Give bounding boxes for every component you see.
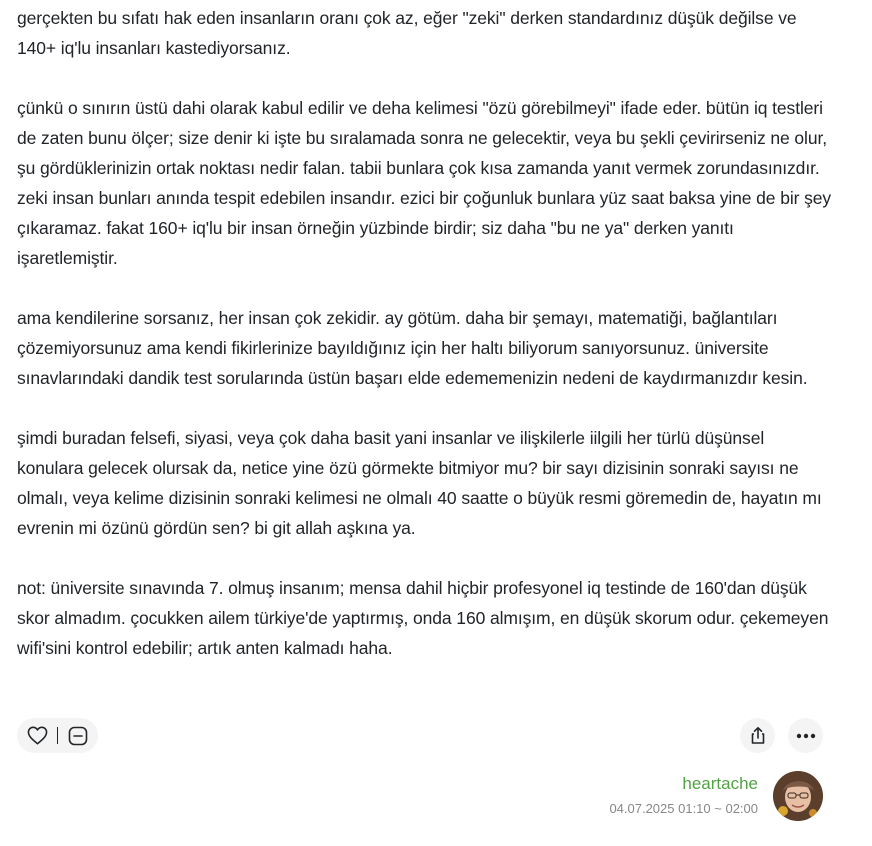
heart-icon bbox=[27, 726, 48, 745]
avatar-image bbox=[773, 771, 823, 821]
more-options-button[interactable] bbox=[788, 718, 823, 753]
entry-content bbox=[17, 3, 832, 663]
author-info bbox=[609, 773, 758, 817]
entry-paragraph: ama kendilerine sorsanız, her insan çok zekidir. ay götüm. daha bir şemayı, matematiği, bağlantıları çözemiyorsunuz ama kendi fikirlerinize bayıldığınız için her haltı biliyorum sanıyorsunuz. üniversite sınavlarındaki dandik test sorularında üstün başarı elde edememenizin nedeni de kaydırmanızdır kesin. bbox=[17, 308, 808, 388]
entry-date[interactable]: 04.07.2025 01:10 ~ 02:00 bbox=[609, 801, 758, 816]
more-dots-icon bbox=[796, 733, 816, 739]
dislike-button[interactable] bbox=[58, 718, 98, 753]
entry-paragraph: gerçekten bu sıfatı hak eden insanların oranı çok az, eğer "zeki" derken standardınız düşük değilse ve 140+ iq'lu insanları kastediyorsanız. bbox=[17, 8, 797, 58]
share-button[interactable] bbox=[740, 718, 775, 753]
entry-paragraph: şimdi buradan felsefi, siyasi, veya çok daha basit yani insanlar ve ilişkilerle iilgili her türlü düşünsel konulara gelecek olursak da, netice yine özü görmekte bitmiyor mu? bir sayı dizisinin sonraki sayısı ne olmalı, veya kelime dizisinin sonraki kelimesi ne olmalı 40 saatte o büyük resmi göremedin de, hayatın mı evrenin mi özünü gördün sen? bi git allah aşkına ya. bbox=[17, 428, 822, 538]
minus-icon bbox=[68, 726, 88, 746]
avatar[interactable] bbox=[773, 771, 823, 821]
author-link[interactable]: heartache bbox=[682, 774, 758, 793]
vote-group bbox=[17, 718, 98, 753]
like-button[interactable] bbox=[17, 718, 57, 753]
entry-paragraph: çünkü o sınırın üstü dahi olarak kabul edilir ve deha kelimesi "özü görebilmeyi" ifade eder. bütün iq testleri de zaten bunu ölçer; size denir ki işte bu sıralamada sonra ne gelecektir, veya bu şekli çevirirseniz ne olur, şu gördüklerinizin ortak noktası nedir falan. tabii bunlara çok kısa zamanda yanıt vermek zorundasınızdır. zeki insan bunları anında tespit edebilen insandır. ezici bir çoğunluk bunlara yüz saat baksa yine de bir şey çıkaramaz. fakat 160+ iq'lu bir insan örneğin yüzbinde birdir; siz daha "bu ne ya" derken yanıtı işaretlemiştir. bbox=[17, 98, 832, 268]
share-icon bbox=[749, 726, 767, 745]
entry-paragraph: not: üniversite sınavında 7. olmuş insanım; mensa dahil hiçbir profesyonel iq testinde de 160'dan düşük skor almadım. çocukken ailem türkiye'de yaptırmış, onda 160 almışım, en düşük skorum odur. çekemeyen wifi'sini kontrol edebilir; artık anten kalmadı haha. bbox=[17, 578, 829, 658]
